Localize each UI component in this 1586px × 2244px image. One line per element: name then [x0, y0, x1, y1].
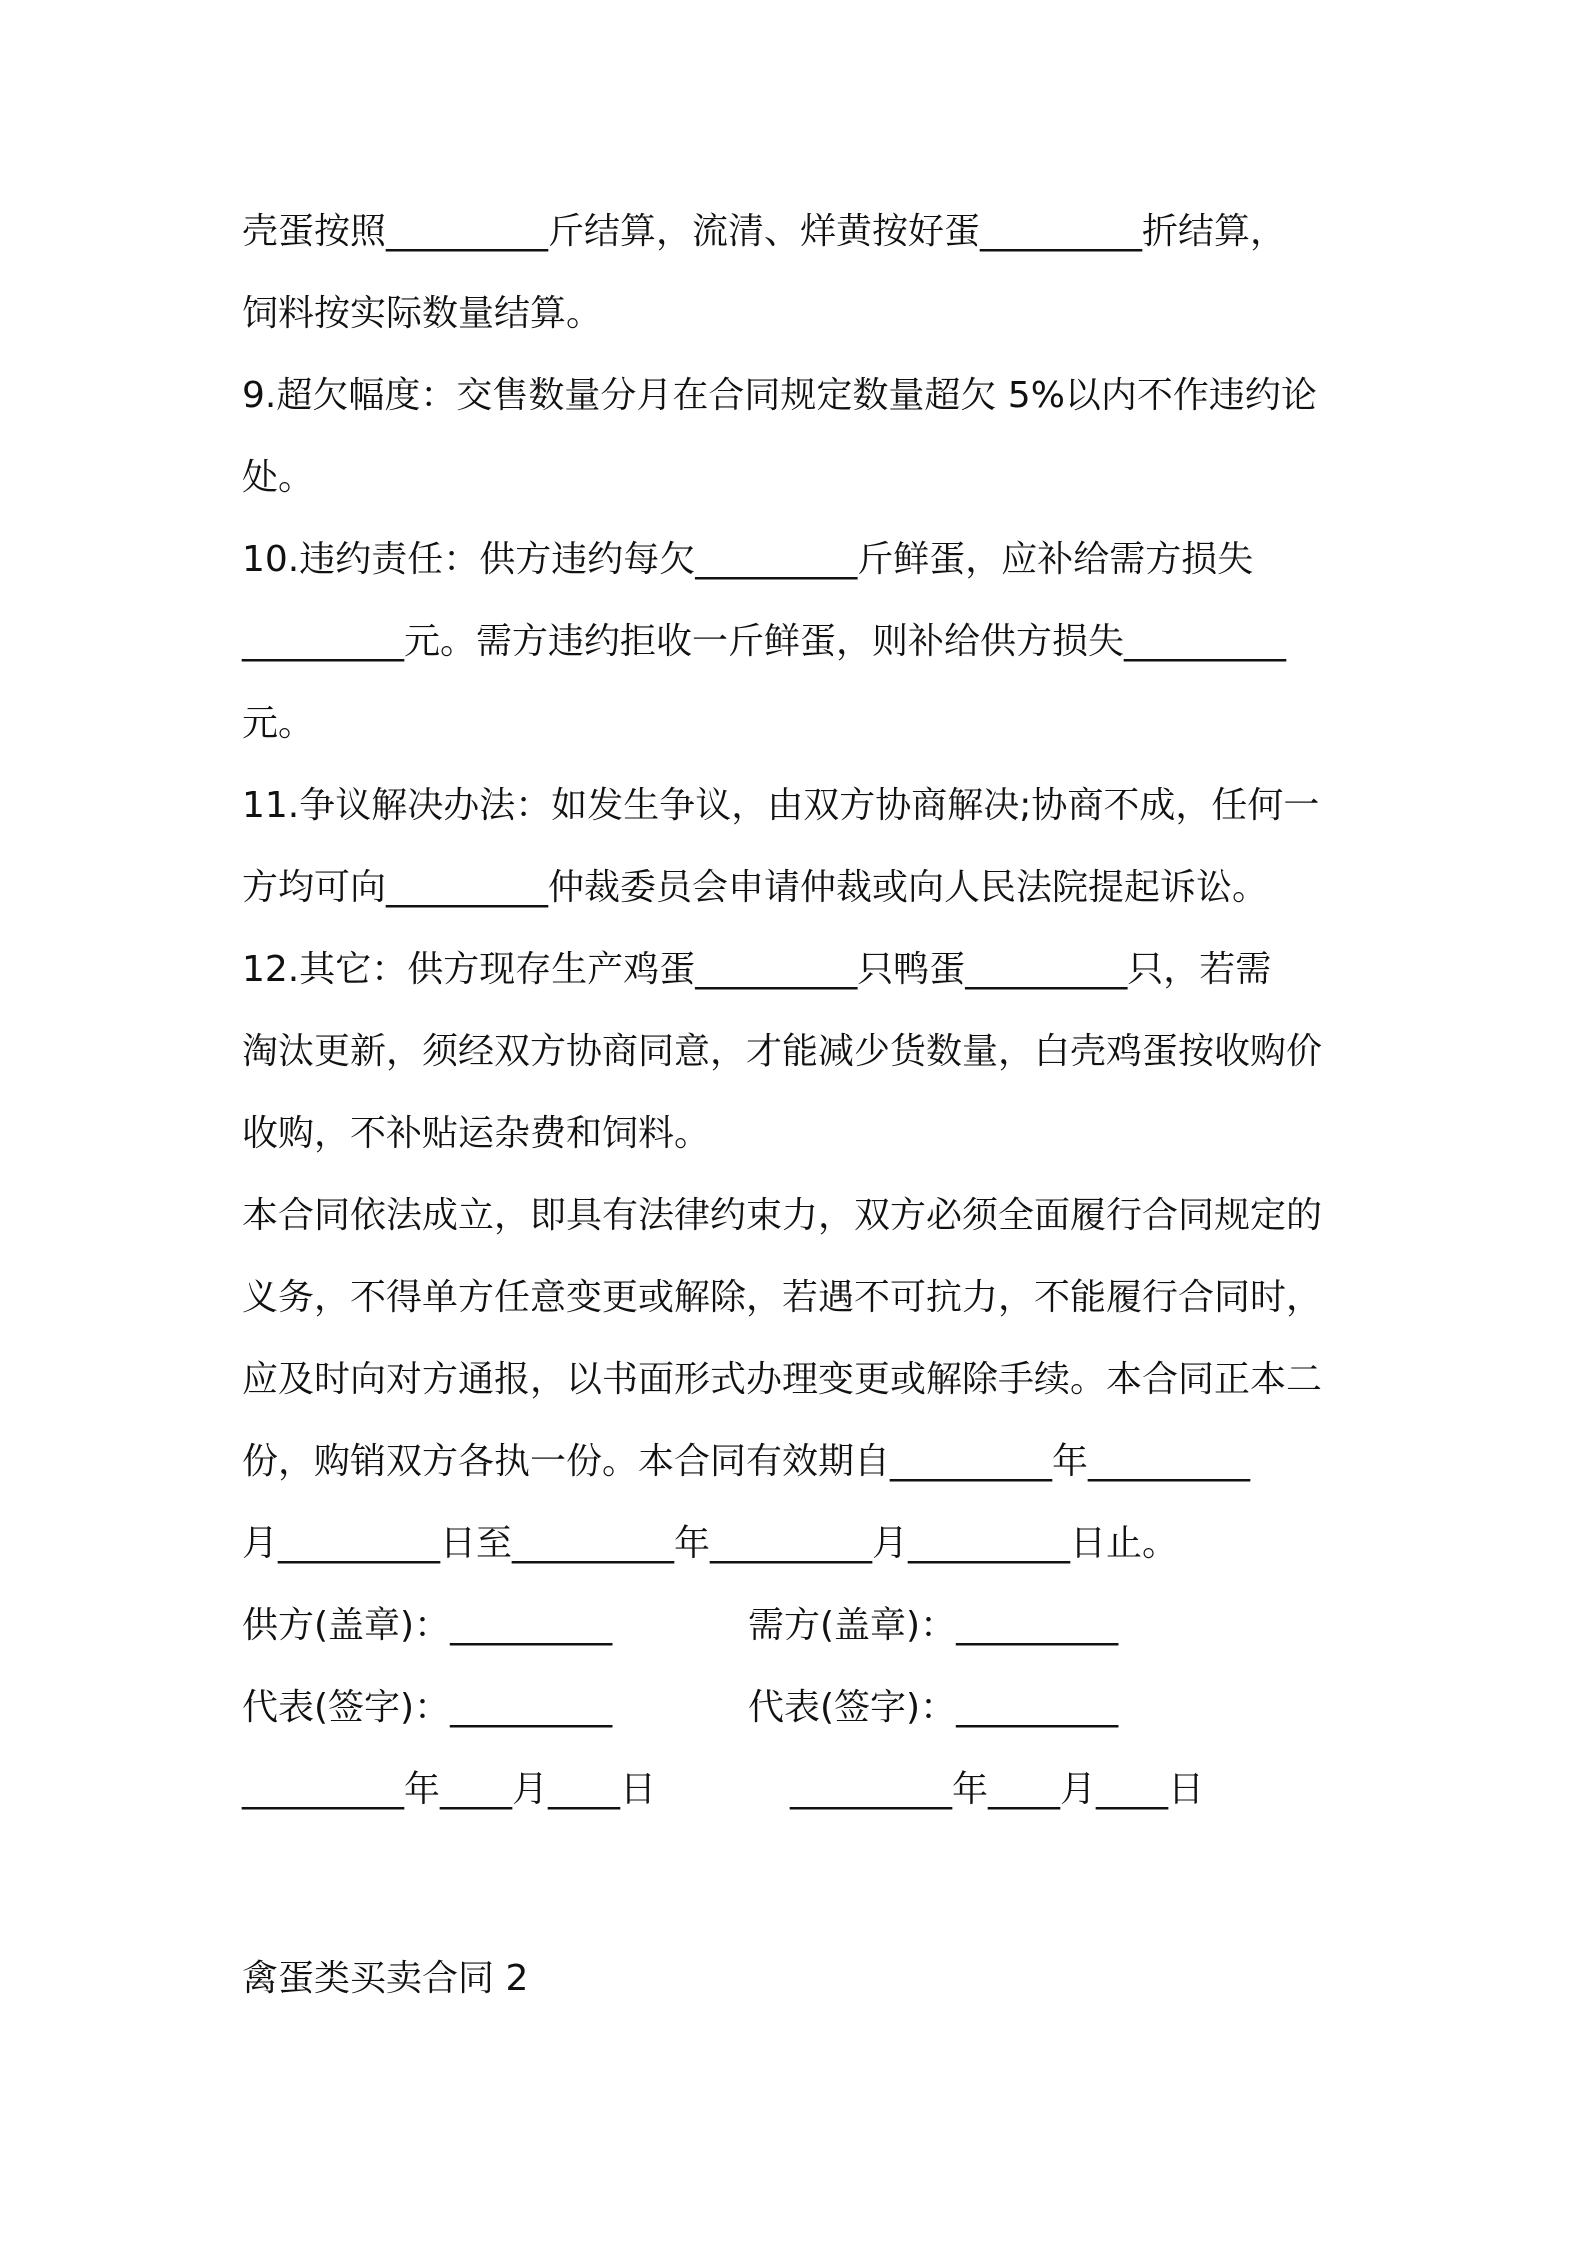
text-line-4: 处。: [242, 457, 315, 498]
text-line-13: 本合同依法成立，即具有法律约束力，双方必须全面履行合同规定的: [242, 1195, 1323, 1236]
text-line-15: 应及时向对方通报，以书面形式办理变更或解除手续。本合同正本二: [242, 1359, 1323, 1400]
text-line-2: 饲料按实际数量结算。: [242, 293, 603, 334]
buyer-date-field: _________年____月____日: [790, 1769, 1204, 1810]
text-line-12: 收购，不补贴运杂费和饲料。: [242, 1113, 711, 1154]
text-line-9: 方均可向_________仲裁委员会申请仲裁或向人民法院提起诉讼。: [242, 867, 1269, 908]
text-line-10: 12.其它：供方现存生产鸡蛋_________只鸭蛋_________只，若需: [242, 949, 1272, 990]
supplier-representative-field: 代表(签字)：_________: [242, 1687, 613, 1728]
text-line-11: 淘汰更新，须经双方协商同意，才能减少货数量，白壳鸡蛋按收购价: [242, 1031, 1323, 1072]
text-line-5: 10.违约责任：供方违约每欠_________斤鲜蛋，应补给需方损失: [242, 539, 1254, 580]
supplier-seal-field: 供方(盖章)：_________: [242, 1605, 613, 1646]
supplier-date-field: _________年____月____日: [242, 1769, 656, 1810]
buyer-seal-field: 需方(盖章)：_________: [748, 1605, 1119, 1646]
buyer-representative-field: 代表(签字)：_________: [748, 1687, 1119, 1728]
text-line-16: 份，购销双方各执一份。本合同有效期自_________年_________: [242, 1441, 1251, 1482]
text-line-7: 元。: [242, 703, 315, 744]
text-line-17: 月_________日至_________年_________月_________日止。: [242, 1523, 1179, 1564]
text-line-14: 义务，不得单方任意变更或解除，若遇不可抗力，不能履行合同时，: [242, 1277, 1323, 1318]
text-line-8: 11.争议解决办法：如发生争议，由双方协商解决;协商不成，任何一: [242, 785, 1320, 826]
text-line-6: _________元。需方违约拒收一斤鲜蛋，则补给供方损失_________: [242, 621, 1287, 662]
text-line-1: 壳蛋按照_________斤结算，流清、烊黄按好蛋_________折结算，: [242, 211, 1287, 252]
next-contract-title: 禽蛋类买卖合同 2: [242, 1958, 529, 1999]
text-line-3: 9.超欠幅度：交售数量分月在合同规定数量超欠 5%以内不作违约论: [242, 375, 1317, 416]
